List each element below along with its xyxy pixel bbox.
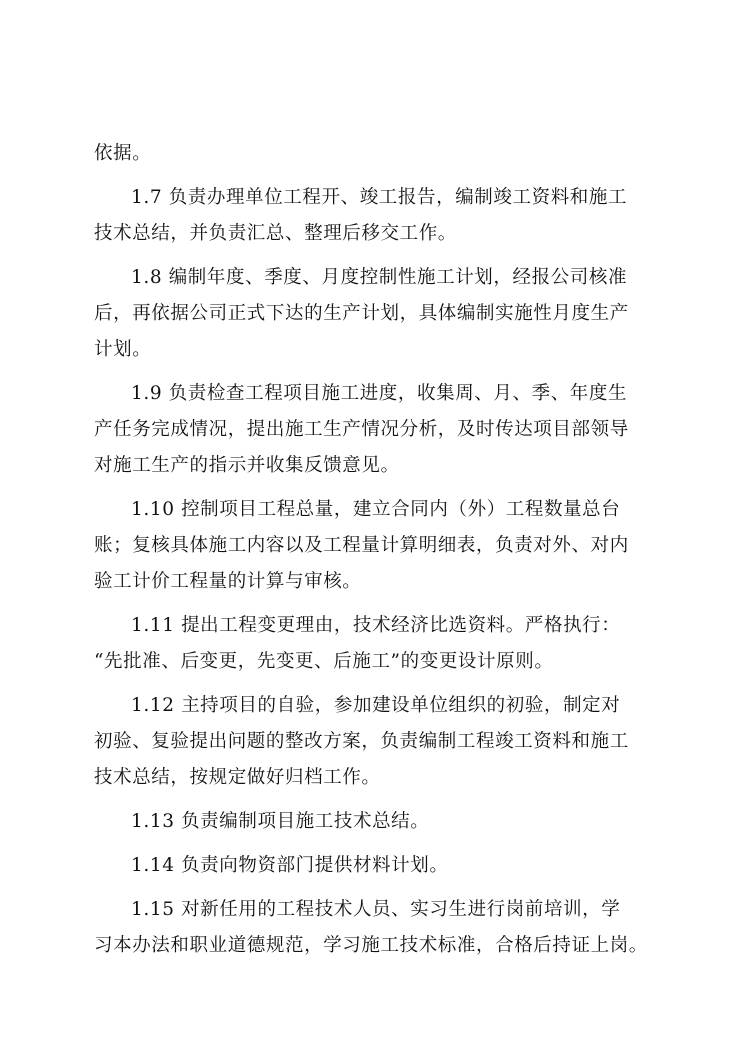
paragraph-1-8 — [94, 260, 656, 368]
text-line: 对施工生产的指示并收集反馈意见。 — [94, 455, 400, 476]
text-line: 习本办法和职业道德规范，学习施工技术标准，合格后持证上岗。 — [94, 935, 648, 956]
text-line: 初验、复验提出问题的整改方案，负责编制工程竣工资料和施工 — [94, 731, 629, 752]
document-body — [94, 136, 656, 972]
text-line: 计划。 — [94, 339, 152, 360]
paragraph-continuation — [94, 136, 656, 172]
text-line: 1.11 提出工程变更理由，技术经济比选资料。严格执行： — [131, 615, 621, 636]
paragraph-1-9 — [94, 376, 656, 484]
text-line: 账；复核具体施工内容以及工程量计算明细表，负责对外、对内 — [94, 535, 629, 556]
text-line: 产任务完成情况，提出施工生产情况分析，及时传达项目部领导 — [94, 419, 629, 440]
paragraph-1-7 — [94, 180, 656, 252]
paragraph-1-15 — [94, 892, 656, 964]
text-line: 后，再依据公司正式下达的生产计划，具体编制实施性月度生产 — [94, 303, 629, 324]
paragraph-1-13 — [94, 804, 656, 840]
paragraph-1-14 — [94, 848, 656, 884]
text-line: 1.8 编制年度、季度、月度控制性施工计划，经报公司核准 — [131, 267, 628, 288]
text-line: 技术总结，按规定做好归档工作。 — [94, 767, 381, 788]
paragraph-1-11 — [94, 608, 656, 680]
text-line: 1.7 负责办理单位工程开、竣工报告，编制竣工资料和施工 — [131, 187, 628, 208]
text-line: 1.15 对新任用的工程技术人员、实习生进行岗前培训，学 — [131, 899, 621, 920]
text-line: 1.9 负责检查工程项目施工进度，收集周、月、季、年度生 — [131, 383, 628, 404]
paragraph-1-12 — [94, 688, 656, 796]
text-line: “先批准、后变更，先变更、后施工”的变更设计原则。 — [94, 651, 554, 672]
text-line: 验工计价工程量的计算与审核。 — [94, 571, 362, 592]
paragraph-1-10 — [94, 492, 656, 600]
text-line: 依据。 — [94, 143, 152, 164]
text-line: 1.14 负责向物资部门提供材料计划。 — [131, 855, 449, 876]
text-line: 1.10 控制项目工程总量，建立合同内（外）工程数量总台 — [131, 499, 621, 520]
text-line: 1.13 负责编制项目施工技术总结。 — [131, 811, 430, 832]
text-line: 1.12 主持项目的自验，参加建设单位组织的初验，制定对 — [131, 695, 621, 716]
text-line: 技术总结，并负责汇总、整理后移交工作。 — [94, 223, 457, 244]
